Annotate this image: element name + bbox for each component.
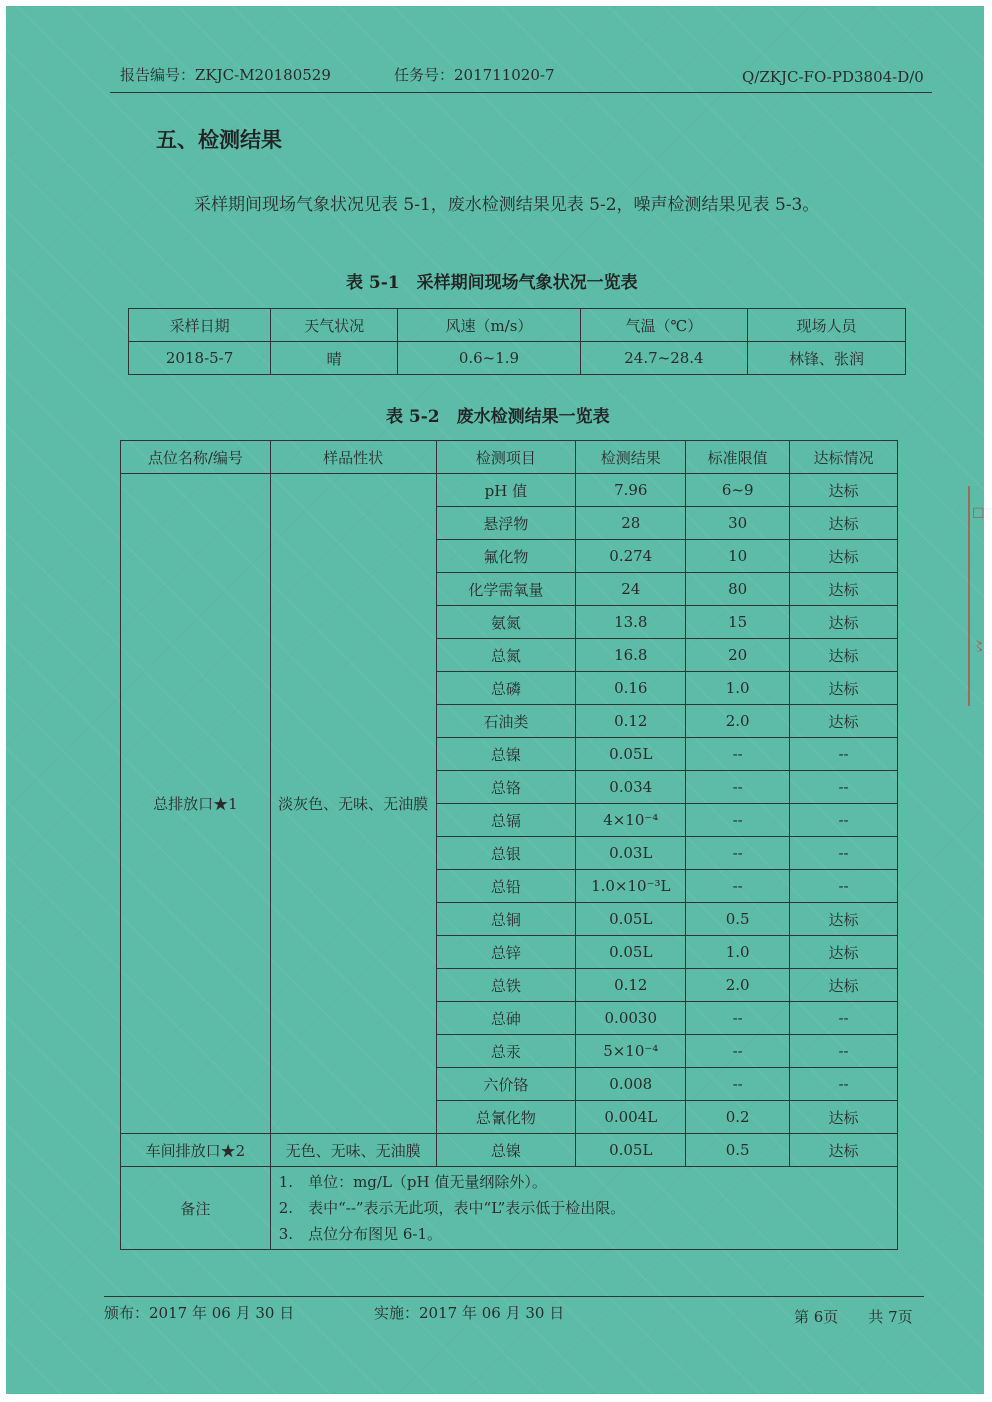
header-cell: 天气状况 — [271, 309, 398, 342]
task-number: 任务号：201711020-7 — [394, 66, 555, 84]
remark-line: 3. 点位分布图见 6-1。 — [278, 1225, 443, 1243]
test-result-cell: 0.0030 — [576, 1002, 686, 1035]
test-item-cell: 总镉 — [436, 804, 576, 837]
header-cell: 采样日期 — [129, 309, 271, 342]
test-item-cell: 总银 — [436, 837, 576, 870]
section-title: 五、检测结果 — [156, 127, 282, 152]
test-item-cell: 总汞 — [436, 1035, 576, 1068]
compliance-cell: -- — [790, 837, 898, 870]
sample-property-cell: 无色、无味、无油膜 — [270, 1134, 436, 1167]
standard-limit-cell: -- — [686, 738, 790, 771]
header-cell: 标准限值 — [686, 441, 790, 474]
test-item-cell: 总铅 — [436, 870, 576, 903]
test-result-cell: 0.034 — [576, 771, 686, 804]
site-name-cell: 车间排放口★2 — [121, 1134, 271, 1167]
standard-limit-cell: -- — [686, 1035, 790, 1068]
compliance-cell: -- — [790, 738, 898, 771]
remarks-label: 备注 — [121, 1167, 271, 1250]
table-row — [121, 474, 898, 507]
remarks-row — [121, 1167, 898, 1250]
test-result-cell: 13.8 — [576, 606, 686, 639]
document-page — [6, 6, 984, 1394]
compliance-cell: -- — [790, 870, 898, 903]
effective-date: 实施：2017 年 06 月 30 日 — [374, 1304, 565, 1322]
compliance-cell: 达标 — [790, 969, 898, 1002]
wastewater-table-body — [121, 441, 898, 1250]
weather-table — [128, 308, 906, 375]
test-item-cell: 总砷 — [436, 1002, 576, 1035]
compliance-cell: 达标 — [790, 1134, 898, 1167]
standard-limit-cell: 0.5 — [686, 1134, 790, 1167]
table-row — [129, 342, 906, 375]
test-result-cell: 0.008 — [576, 1068, 686, 1101]
remark-line: 2. 表中“--”表示无此项，表中“L”表示低于检出限。 — [278, 1199, 626, 1217]
standard-limit-cell: 1.0 — [686, 672, 790, 705]
cell-wind: 0.6~1.9 — [398, 342, 581, 375]
sample-property-cell: 淡灰色、无味、无油膜 — [270, 474, 436, 1134]
test-item-cell: 总镍 — [436, 738, 576, 771]
form-code: Q/ZKJC-FO-PD3804-D/0 — [742, 68, 924, 86]
footer-divider — [104, 1296, 924, 1297]
table1-caption: 表 5-1 采样期间现场气象状况一览表 — [346, 273, 638, 293]
compliance-cell: 达标 — [790, 705, 898, 738]
test-result-cell: 0.12 — [576, 969, 686, 1002]
compliance-cell: -- — [790, 1068, 898, 1101]
test-item-cell: 总铁 — [436, 969, 576, 1002]
compliance-cell: 达标 — [790, 936, 898, 969]
compliance-cell: 达标 — [790, 474, 898, 507]
standard-limit-cell: 0.5 — [686, 903, 790, 936]
report-number: 报告编号：ZKJC-M20180529 — [120, 66, 331, 84]
standard-limit-cell: 0.2 — [686, 1101, 790, 1134]
header-cell: 样品性状 — [270, 441, 436, 474]
standard-limit-cell: 2.0 — [686, 969, 790, 1002]
test-result-cell: 4×10⁻⁴ — [576, 804, 686, 837]
test-result-cell: 0.12 — [576, 705, 686, 738]
standard-limit-cell: 30 — [686, 507, 790, 540]
issue-date: 颁布：2017 年 06 月 30 日 — [104, 1304, 295, 1322]
test-result-cell: 0.004L — [576, 1101, 686, 1134]
compliance-cell: -- — [790, 1035, 898, 1068]
test-item-cell: pH 值 — [436, 474, 576, 507]
test-result-cell: 0.16 — [576, 672, 686, 705]
header-divider — [110, 92, 932, 93]
header-cell: 风速（m/s） — [398, 309, 581, 342]
header-cell: 检测项目 — [436, 441, 576, 474]
test-item-cell: 六价铬 — [436, 1068, 576, 1101]
test-result-cell: 24 — [576, 573, 686, 606]
standard-limit-cell: 6~9 — [686, 474, 790, 507]
test-item-cell: 氟化物 — [436, 540, 576, 573]
standard-limit-cell: -- — [686, 804, 790, 837]
compliance-cell: 达标 — [790, 606, 898, 639]
site-name-cell: 总排放口★1 — [121, 474, 271, 1134]
test-result-cell: 0.03L — [576, 837, 686, 870]
cell-temp: 24.7~28.4 — [580, 342, 747, 375]
header-cell: 气温（℃） — [580, 309, 747, 342]
standard-limit-cell: -- — [686, 771, 790, 804]
compliance-cell: 达标 — [790, 1101, 898, 1134]
header-cell: 检测结果 — [576, 441, 686, 474]
standard-limit-cell: 20 — [686, 639, 790, 672]
compliance-cell: 达标 — [790, 573, 898, 606]
test-result-cell: 0.05L — [576, 936, 686, 969]
compliance-cell: 达标 — [790, 639, 898, 672]
standard-limit-cell: -- — [686, 1002, 790, 1035]
wastewater-table — [120, 440, 898, 1250]
standard-limit-cell: 1.0 — [686, 936, 790, 969]
test-result-cell: 0.274 — [576, 540, 686, 573]
test-result-cell: 7.96 — [576, 474, 686, 507]
test-item-cell: 总氮 — [436, 639, 576, 672]
test-item-cell: 石油类 — [436, 705, 576, 738]
compliance-cell: 达标 — [790, 507, 898, 540]
standard-limit-cell: -- — [686, 1068, 790, 1101]
compliance-cell: 达标 — [790, 540, 898, 573]
table-header-row — [129, 309, 906, 342]
header-cell: 点位名称/编号 — [121, 441, 271, 474]
header-cell: 现场人员 — [747, 309, 905, 342]
intro-paragraph: 采样期间现场气象状况见表 5-1，废水检测结果见表 5-2，噪声检测结果见表 5-3。 — [194, 195, 820, 215]
test-result-cell: 0.05L — [576, 738, 686, 771]
test-result-cell: 5×10⁻⁴ — [576, 1035, 686, 1068]
compliance-cell: -- — [790, 771, 898, 804]
test-item-cell: 氨氮 — [436, 606, 576, 639]
test-item-cell: 悬浮物 — [436, 507, 576, 540]
test-item-cell: 总铬 — [436, 771, 576, 804]
test-result-cell: 28 — [576, 507, 686, 540]
standard-limit-cell: 80 — [686, 573, 790, 606]
test-item-cell: 总镍 — [436, 1134, 576, 1167]
test-item-cell: 总铜 — [436, 903, 576, 936]
test-item-cell: 化学需氧量 — [436, 573, 576, 606]
standard-limit-cell: -- — [686, 837, 790, 870]
remark-line: 1. 单位：mg/L（pH 值无量纲除外）。 — [278, 1173, 547, 1191]
test-result-cell: 16.8 — [576, 639, 686, 672]
page-number: 第 6页 共 7页 — [794, 1308, 913, 1326]
cell-weather: 晴 — [271, 342, 398, 375]
compliance-cell: -- — [790, 804, 898, 837]
test-result-cell: 1.0×10⁻³L — [576, 870, 686, 903]
header-cell: 达标情况 — [790, 441, 898, 474]
test-result-cell: 0.05L — [576, 1134, 686, 1167]
compliance-cell: 达标 — [790, 903, 898, 936]
standard-limit-cell: 15 — [686, 606, 790, 639]
test-item-cell: 总锌 — [436, 936, 576, 969]
test-result-cell: 0.05L — [576, 903, 686, 936]
cell-staff: 林锋、张润 — [747, 342, 905, 375]
standard-limit-cell: -- — [686, 870, 790, 903]
table-row — [121, 1134, 898, 1167]
standard-limit-cell: 2.0 — [686, 705, 790, 738]
standard-limit-cell: 10 — [686, 540, 790, 573]
cell-date: 2018-5-7 — [129, 342, 271, 375]
table-header-row — [121, 441, 898, 474]
table2-caption: 表 5-2 废水检测结果一览表 — [386, 407, 610, 427]
seal-stamp-edge: ☐ 〻 — [968, 486, 992, 706]
remarks-notes — [270, 1167, 897, 1250]
test-item-cell: 总氰化物 — [436, 1101, 576, 1134]
compliance-cell: -- — [790, 1002, 898, 1035]
test-item-cell: 总磷 — [436, 672, 576, 705]
compliance-cell: 达标 — [790, 672, 898, 705]
